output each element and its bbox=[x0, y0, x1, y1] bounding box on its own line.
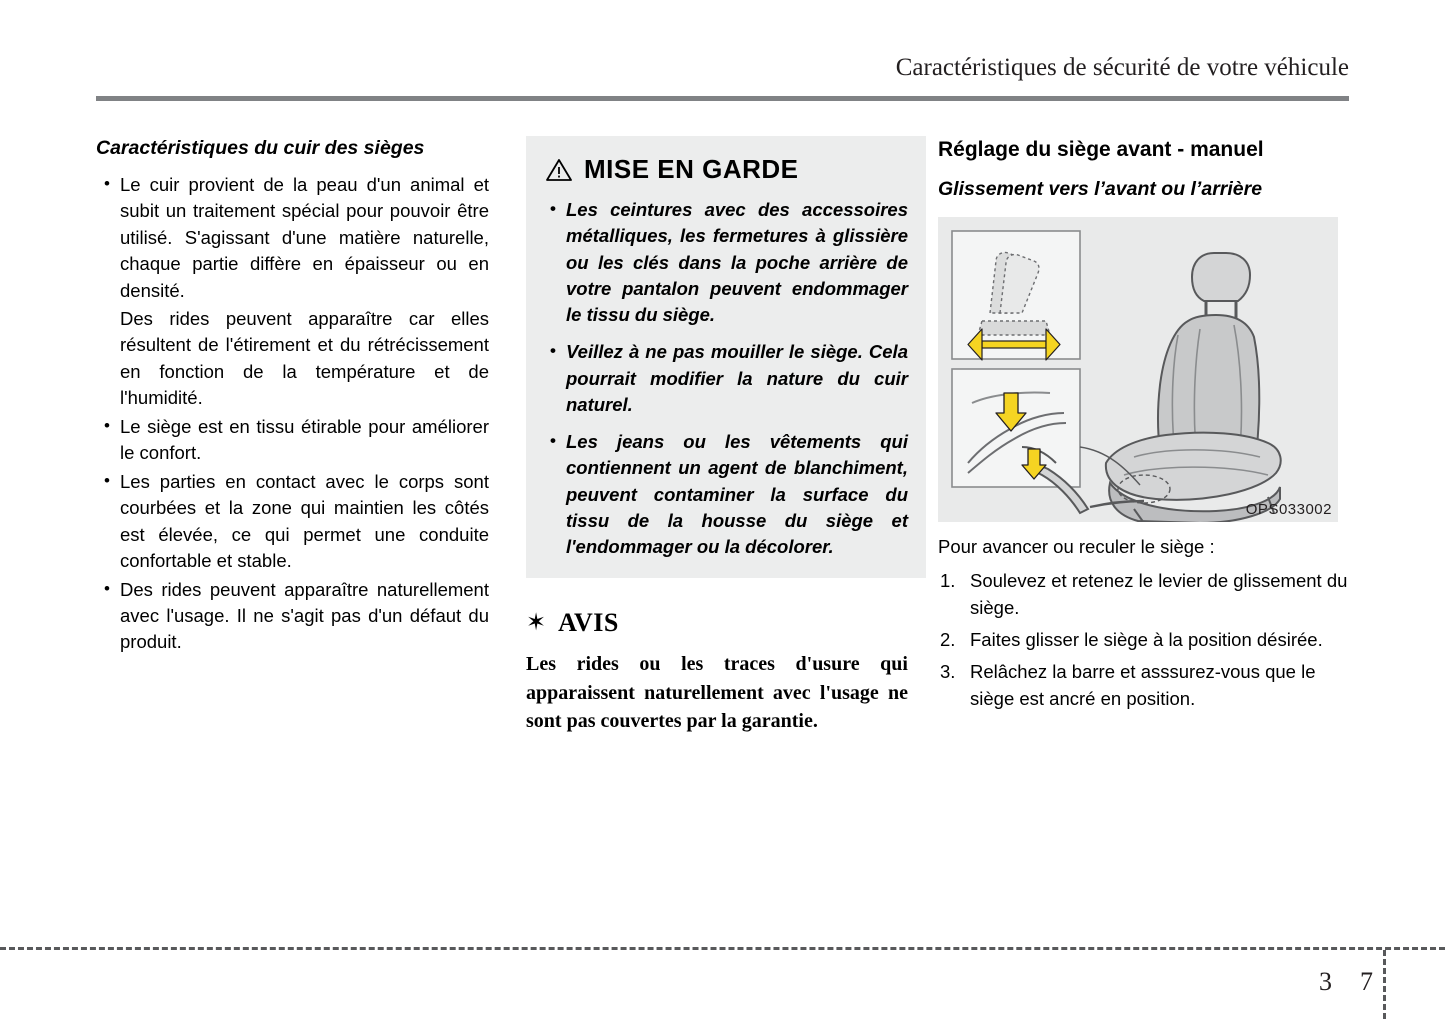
middle-column bbox=[526, 136, 938, 736]
page-header bbox=[0, 28, 1445, 84]
header-divider bbox=[96, 96, 1349, 101]
content-columns bbox=[96, 136, 1354, 736]
warning-triangle-icon bbox=[546, 158, 572, 182]
list-item: • Les parties en contact avec le corps sont courbées et la zone qui maintien les côtés est élevée, ce qui permet une conduite confortable et stable. bbox=[96, 469, 489, 575]
instruction-steps bbox=[938, 568, 1354, 712]
warning-header bbox=[546, 154, 908, 185]
leather-features-list bbox=[96, 172, 489, 304]
notice-block bbox=[526, 608, 908, 735]
list-item: • Les ceintures avec des accessoires métalliques, les fermetures à glissière ou les clés dans la poche arrière de votre pantalon peuvent endommager le tissu du siège. bbox=[544, 197, 908, 328]
asterisk-icon: ✶ bbox=[526, 609, 547, 637]
leather-features-list-continued bbox=[96, 414, 489, 656]
left-column-subparagraph: Des rides peuvent apparaître car elles résultent de l'étirement et du rétrécissement en fonction de la température et de l'humidité. bbox=[120, 308, 489, 409]
page-number-value: 7 bbox=[1360, 967, 1373, 996]
right-column-subheading: Glissement vers l’avant ou l’arrière bbox=[938, 178, 1263, 201]
warning-items bbox=[544, 197, 908, 560]
footer-divider bbox=[0, 947, 1445, 950]
instruction-lead: Pour avancer ou reculer le siège : bbox=[938, 535, 1215, 557]
warning-title: MISE EN GARDE bbox=[584, 154, 799, 184]
figure-code: OPS033002 bbox=[1245, 500, 1332, 518]
list-item: • Des rides peuvent apparaître naturellement avec l'usage. Il ne s'agit pas d'un défaut du produit. bbox=[96, 577, 489, 656]
notice-header bbox=[526, 608, 908, 638]
list-item: Soulevez et retenez le levier de glissement du siège. bbox=[970, 570, 1348, 618]
left-column-heading: Caractéristiques du cuir des sièges bbox=[96, 137, 425, 159]
right-column bbox=[938, 136, 1354, 736]
right-column-heading: Réglage du siège avant - manuel bbox=[938, 138, 1264, 161]
warning-box bbox=[526, 136, 926, 578]
seat-adjustment-figure bbox=[938, 217, 1338, 522]
list-item: Relâchez la barre et asssurez-vous que le siège est ancré en position. bbox=[970, 661, 1316, 709]
notice-body: Les rides ou les traces d'usure qui apparaissent naturellement avec l'usage ne sont pas couvertes par la garantie. bbox=[526, 653, 908, 733]
notice-title: AVIS bbox=[558, 608, 619, 638]
list-item: Faites glisser le siège à la position désirée. bbox=[970, 629, 1323, 650]
chapter-number: 3 bbox=[1319, 967, 1332, 996]
page-number bbox=[1319, 967, 1373, 997]
footer-vertical-divider bbox=[1383, 950, 1386, 1019]
list-item: • Veillez à ne pas mouiller le siège. Cela pourrait modifier la nature du cuir naturel. bbox=[544, 339, 908, 418]
list-item: • Les jeans ou les vêtements qui contiennent un agent de blanchiment, peuvent contaminer la surface du tissu de la housse du siège et l'endommager ou la décolorer. bbox=[544, 429, 908, 560]
list-item: • Le siège est en tissu étirable pour améliorer le confort. bbox=[96, 414, 489, 467]
left-column bbox=[96, 136, 526, 736]
list-item: • Le cuir provient de la peau d'un animal et subit un traitement spécial pour pouvoir être utilisé. S'agissant d'une matière naturelle, chaque partie diffère en épaisseur ou en densité. bbox=[96, 172, 489, 304]
page-title: Caractéristiques de sécurité de votre véhicule bbox=[895, 54, 1349, 81]
